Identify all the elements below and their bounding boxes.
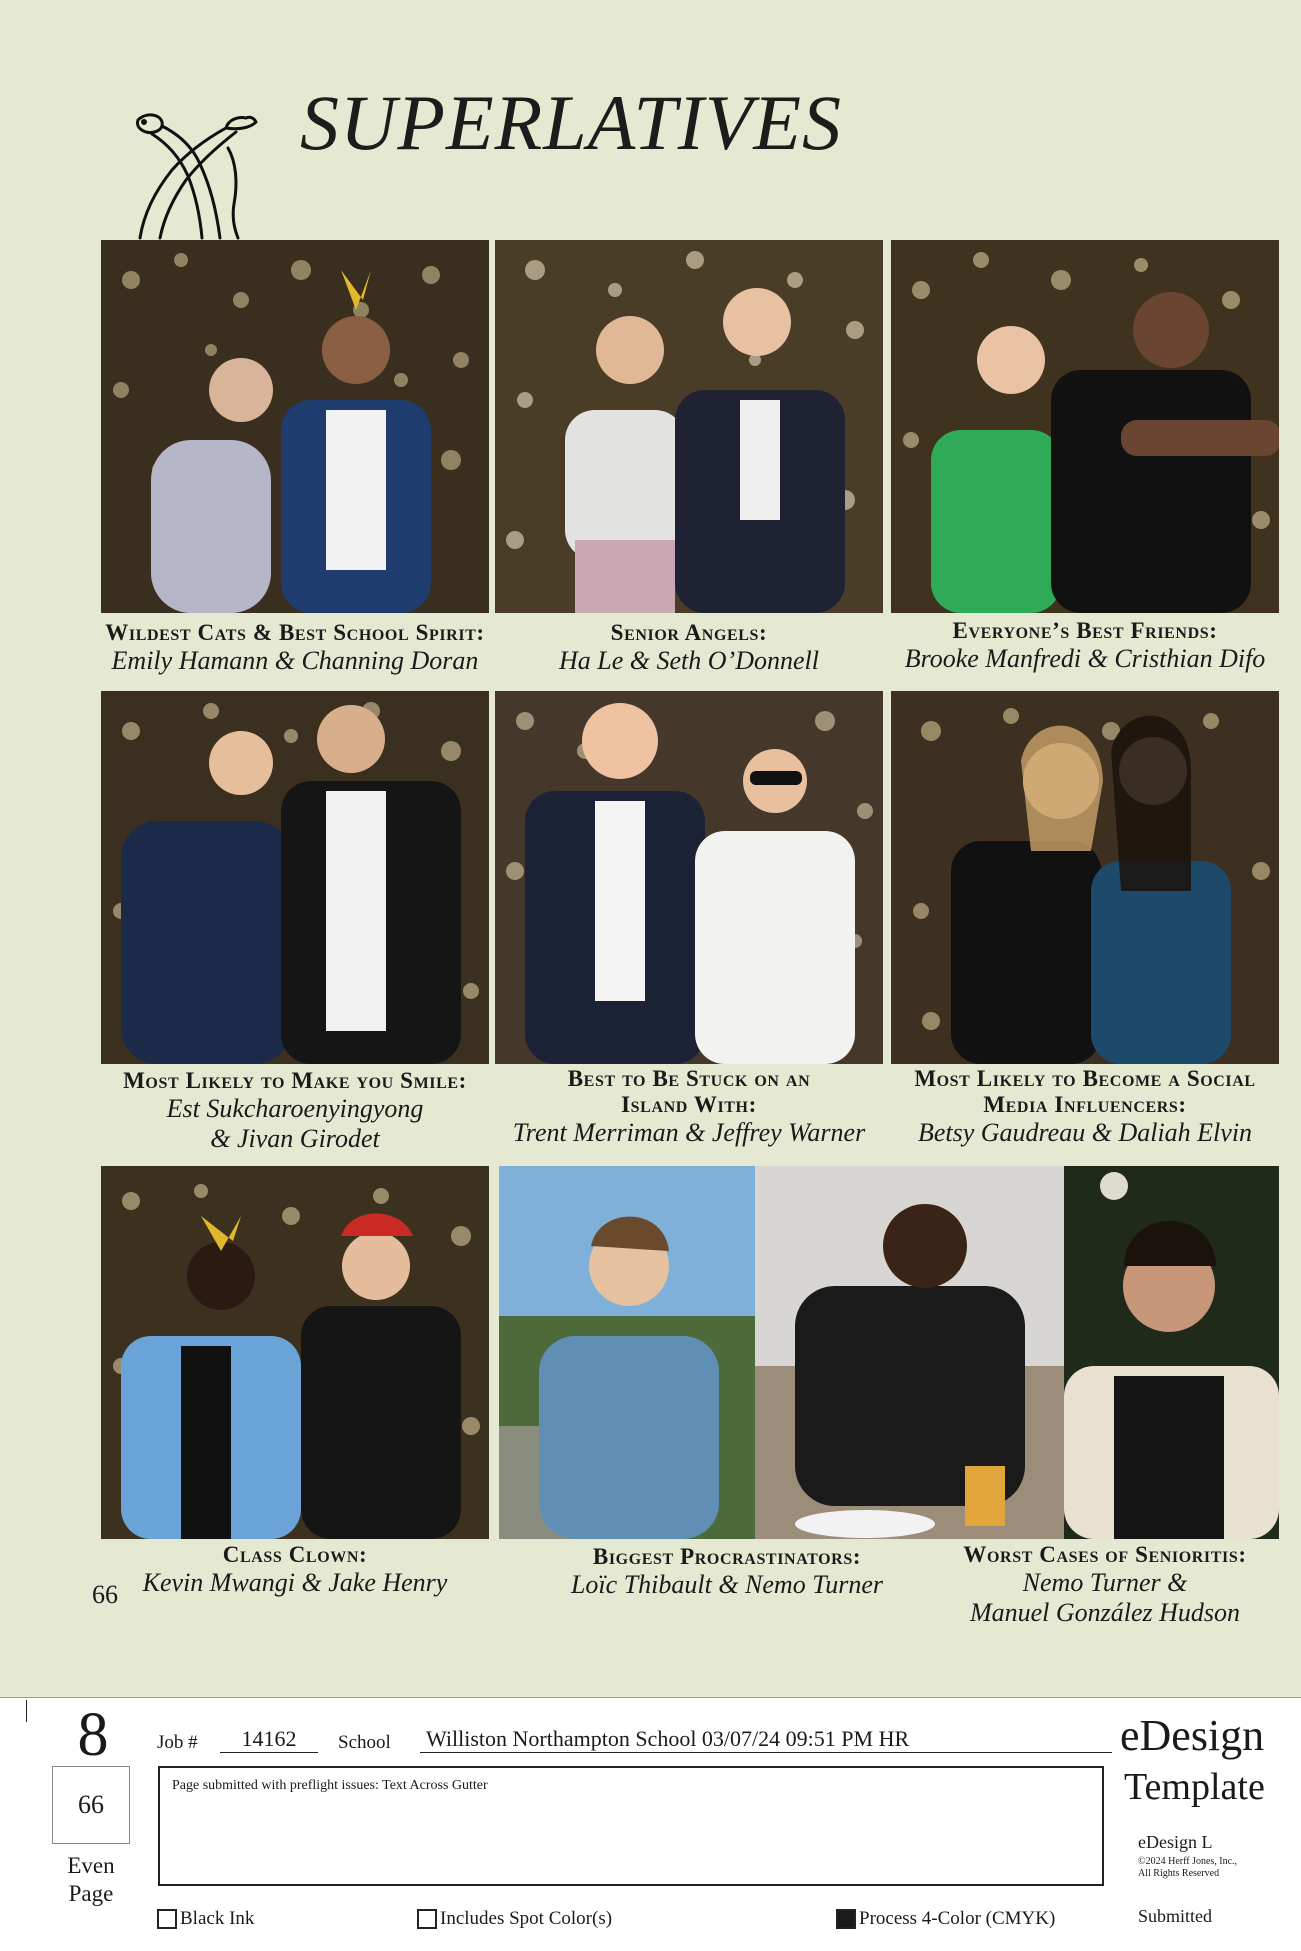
preflight-notes-box — [158, 1766, 1104, 1886]
footer-divider — [0, 1697, 1301, 1698]
caption-names: Nemo Turner & — [1022, 1568, 1188, 1597]
photo-senioritis — [1064, 1166, 1279, 1539]
brand-template: Template — [1124, 1766, 1265, 1808]
folio-page-number: 66 — [92, 1580, 118, 1609]
copyright — [1138, 1856, 1288, 1880]
caption-names: Emily Hamann & Channing Doran — [111, 646, 479, 675]
caption-title: Island With: — [621, 1092, 757, 1117]
caption-names: Est Sukcharoenyingyong — [166, 1094, 424, 1123]
photo-social-influencers — [891, 691, 1279, 1064]
caption-names: & Jivan Girodet — [210, 1124, 380, 1153]
cat-mascot-icon — [128, 112, 268, 242]
photo-procrastinators-2 — [755, 1166, 1064, 1539]
caption-island — [495, 1066, 883, 1148]
caption-senior-angels — [495, 620, 883, 676]
caption-title: Wildest Cats & Best School Spirit: — [105, 620, 485, 645]
caption-social-influencers — [880, 1066, 1290, 1148]
caption-title: Media Influencers: — [983, 1092, 1187, 1117]
caption-names: Ha Le & Seth O’Donnell — [559, 646, 819, 675]
caption-title: Most Likely to Become a Social — [914, 1066, 1256, 1091]
caption-names: Brooke Manfredi & Cristhian Difo — [904, 644, 1266, 673]
caption-procrastinators — [499, 1544, 955, 1600]
photo-wildest-cats — [101, 240, 489, 613]
checkbox-icon[interactable] — [157, 1909, 177, 1929]
caption-title: Most Likely to Make you Smile: — [123, 1068, 467, 1093]
gutter-mark — [26, 1700, 27, 1722]
photo-make-you-smile — [101, 691, 489, 1064]
school-field[interactable]: Williston Northampton School 03/07/24 09:51 PM HR — [420, 1726, 1112, 1753]
copyright-line2: All Rights Reserved — [1138, 1868, 1220, 1879]
check-label: Includes Spot Color(s) — [440, 1908, 613, 1929]
page-title: SUPERLATIVES — [300, 79, 843, 166]
job-label: Job # — [157, 1732, 198, 1753]
caption-title: Biggest Procrastinators: — [592, 1544, 862, 1569]
page-side-line2: Page — [68, 1881, 114, 1906]
brand-edesign-l: eDesign L — [1138, 1832, 1213, 1852]
photo-senior-angels — [495, 240, 883, 613]
caption-names: Betsy Gaudreau & Daliah Elvin — [917, 1118, 1253, 1147]
page-side-line1: Even — [67, 1853, 115, 1878]
page-number-box: 66 — [52, 1766, 130, 1844]
caption-names: Loïc Thibault & Nemo Turner — [570, 1570, 884, 1599]
copyright-line1: ©2024 Herff Jones, Inc., — [1138, 1856, 1238, 1867]
preflight-notes-text: Page submitted with preflight issues: Text Across Gutter — [172, 1778, 488, 1793]
checkbox-icon[interactable] — [417, 1909, 437, 1929]
status-submitted: Submitted — [1138, 1906, 1213, 1926]
caption-senioritis — [920, 1542, 1290, 1628]
check-label: Black Ink — [180, 1908, 255, 1929]
caption-title: Everyone’s Best Friends: — [952, 618, 1218, 643]
caption-names: Kevin Mwangi & Jake Henry — [142, 1568, 448, 1597]
caption-names: Trent Merriman & Jeffrey Warner — [512, 1118, 866, 1147]
caption-title: Worst Cases of Senioritis: — [963, 1542, 1247, 1567]
caption-title: Senior Angels: — [610, 620, 768, 645]
spread-number: 8 — [77, 1701, 109, 1769]
caption-best-friends — [891, 618, 1279, 674]
caption-title: Best to Be Stuck on an — [567, 1066, 811, 1091]
checkbox-checked-icon[interactable] — [836, 1909, 856, 1929]
page-side — [52, 1852, 130, 1908]
job-number-field[interactable]: 14162 — [220, 1726, 318, 1753]
check-spot-color[interactable] — [417, 1908, 612, 1930]
brand-edesign: eDesign — [1120, 1711, 1265, 1760]
photo-island — [495, 691, 883, 1064]
caption-title: Class Clown: — [222, 1542, 368, 1567]
photo-class-clown — [101, 1166, 489, 1539]
photo-best-friends — [891, 240, 1279, 613]
school-label: School — [338, 1732, 391, 1753]
check-black-ink[interactable] — [157, 1908, 254, 1930]
check-label: Process 4-Color (CMYK) — [859, 1908, 1056, 1929]
caption-make-you-smile — [80, 1068, 510, 1154]
caption-class-clown — [101, 1542, 489, 1598]
check-cmyk[interactable] — [836, 1908, 1055, 1930]
caption-names: Manuel González Hudson — [969, 1598, 1241, 1627]
caption-wildest-cats — [60, 620, 530, 676]
photo-procrastinators-1 — [499, 1166, 755, 1539]
